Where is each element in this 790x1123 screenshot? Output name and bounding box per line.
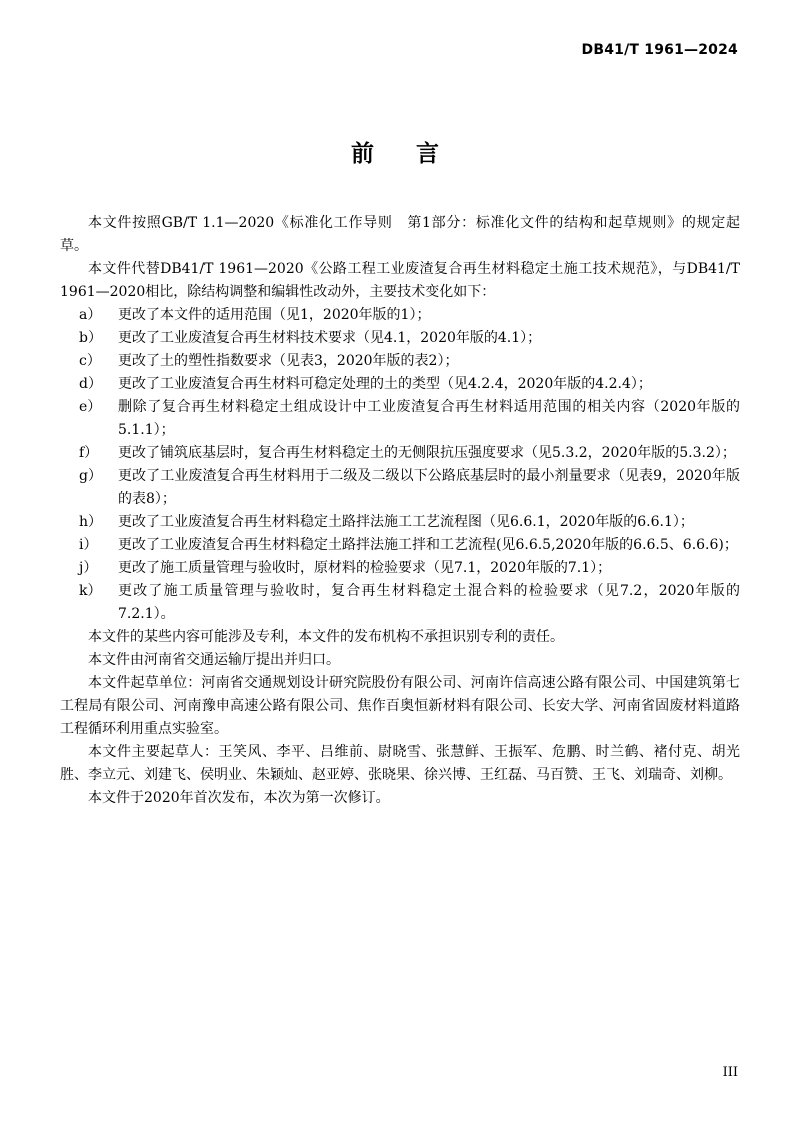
list-item-text: 删除了复合再生材料稳定土组成设计中工业废渣复合再生材料适用范围的相关内容（2020年版的5.1.1）；: [118, 399, 740, 438]
list-item-text: 更改了土的塑性指数要求（见表3，2020年版的表2）；: [118, 353, 459, 369]
page-title: 前言: [351, 141, 481, 167]
list-item-text: 更改了工业废渣复合再生材料技术要求（见4.1，2020年版的4.1）；: [118, 330, 542, 346]
list-item: [60, 580, 740, 626]
list-item: [60, 465, 740, 511]
list-item: [60, 350, 740, 373]
list-marker: k）: [79, 583, 102, 599]
technical-changes-list: [60, 304, 740, 626]
list-item-text: 更改了铺筑底基层时，复合再生材料稳定土的无侧限抗压强度要求（见5.3.2，2020年版的5.3.2）；: [118, 445, 736, 461]
list-item-text: 更改了施工质量管理与验收时，复合再生材料稳定土混合料的检验要求（见7.2，2020年版的7.2.1）。: [118, 583, 740, 622]
foreword-body: [60, 212, 740, 810]
standard-code: DB41/T 1961—2024: [581, 42, 738, 58]
revision-history: 本文件于2020年首次发布，本次为第一次修订。: [88, 790, 390, 806]
list-marker: f）: [79, 445, 99, 461]
paragraph: 本文件代替DB41/T 1961—2020《公路工程工业废渣复合再生材料稳定土施工技术规范》，与DB41/T 1961—2020相比，除结构调整和编辑性改动外，主要技术变化如下：: [60, 261, 740, 300]
list-marker: b）: [79, 330, 102, 346]
list-item-text: 更改了本文件的适用范围（见1，2020年版的1）；: [118, 307, 431, 323]
list-marker: d）: [79, 376, 102, 392]
list-marker: g）: [79, 468, 102, 484]
list-item: [60, 373, 740, 396]
list-item: [60, 442, 740, 465]
list-item: [60, 511, 740, 534]
proposer-statement: 本文件由河南省交通运输厅提出并归口。: [88, 652, 340, 668]
list-marker: j）: [79, 560, 98, 576]
list-marker: h）: [79, 514, 103, 530]
list-item-text: 更改了工业废渣复合再生材料用于二级及二级以下公路底基层时的最小剂量要求（见表9，2020年版的表8）；: [118, 468, 740, 507]
list-item-text: 更改了工业废渣复合再生材料可稳定处理的土的类型（见4.2.4，2020年版的4.2.4）；: [118, 376, 652, 392]
list-marker: c）: [79, 353, 101, 369]
list-item: [60, 304, 740, 327]
list-item-text: 更改了工业废渣复合再生材料稳定土路拌法施工工艺流程图（见6.6.1，2020年版的6.6.1）；: [118, 514, 694, 530]
list-marker: i）: [79, 537, 98, 553]
list-marker: e）: [79, 399, 102, 415]
drafters: 本文件主要起草人：王笑风、李平、吕维前、尉晓雪、张慧鲜、王振军、危鹏、时兰鹤、褚付克、胡光胜、李立元、刘建飞、侯明业、朱颖灿、赵亚婷、张晓果、徐兴博、王红磊、马百赞、王飞、刘瑞奇、刘柳。: [60, 744, 740, 783]
list-marker: a）: [79, 307, 102, 323]
paragraph: 本文件按照GB/T 1.1—2020《标准化工作导则 第1部分：标准化文件的结构和起草规则》的规定起草。: [60, 215, 740, 254]
list-item: [60, 534, 740, 557]
list-item: [60, 327, 740, 350]
list-item-text: 更改了施工质量管理与验收时，原材料的检验要求（见7.1，2020年版的7.1）；: [118, 560, 612, 576]
patent-statement: 本文件的某些内容可能涉及专利，本文件的发布机构不承担识别专利的责任。: [88, 629, 564, 645]
page-number: III: [722, 1065, 738, 1080]
list-item: [60, 557, 740, 580]
drafting-units: 本文件起草单位：河南省交通规划设计研究院股份有限公司、河南许信高速公路有限公司、中国建筑第七工程局有限公司、河南豫申高速公路有限公司、焦作百奥恒新材料有限公司、长安大学、河南省固废材料道路工程循环利用重点实验室。: [60, 675, 740, 737]
list-item: [60, 396, 740, 442]
list-item-text: 更改了工业废渣复合再生材料稳定土路拌法施工拌和工艺流程(见6.6.5,2020年版的6.6.5、6.6.6)；: [118, 537, 738, 553]
